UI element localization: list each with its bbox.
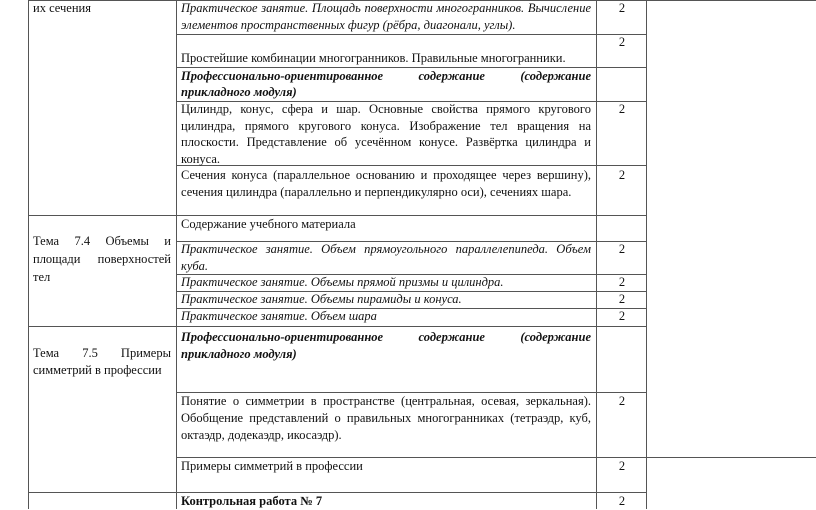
topic-cell: Тема 7.4 Объемы и площади поверхностей тел	[33, 234, 171, 284]
lesson-cell: Практическое занятие. Объемы прямой призмы и цилиндра.	[181, 275, 504, 289]
topic-cell: их сечения	[33, 1, 91, 15]
lesson-cell: Цилиндр, конус, сфера и шар. Основные свойства прямого кругового цилиндра, прямого кругового конуса. Изображение тел вращения на плоскости. Представление об усечённом конусе. Развёртка цилиндра и конуса.	[181, 102, 591, 166]
test-title: Контрольная работа № 7	[181, 494, 323, 508]
hours-cell: 2	[618, 309, 626, 323]
hours-cell: 2	[618, 35, 626, 49]
lesson-cell: Примеры симметрий в профессии	[181, 459, 363, 473]
lesson-cell: Содержание учебного материала	[181, 217, 356, 231]
divider	[28, 326, 647, 327]
divider	[176, 34, 647, 35]
lesson-cell: Практическое занятие. Площадь поверхности многогранников. Вычисление элементов пространственных фигур (рёбра, диагонали, углы).	[181, 1, 591, 32]
topic-cell: Тема 7.5 Примеры симметрий в профессии	[33, 346, 171, 377]
hours-cell: 2	[618, 459, 626, 473]
lesson-cell: Практическое занятие. Объем прямоугольного параллелепипеда. Объем куба.	[181, 242, 591, 273]
section-heading: Профессионально-ориентированное содержание (содержание	[181, 330, 591, 344]
hours-cell: 2	[618, 394, 626, 408]
hours-cell: 2	[618, 102, 626, 116]
hours-cell: 2	[618, 275, 626, 289]
section-heading: прикладного модуля)	[181, 85, 297, 99]
section-heading: Профессионально-ориентированное содержание (содержание	[181, 69, 591, 83]
hours-cell: 2	[618, 168, 626, 182]
divider	[176, 0, 177, 509]
divider	[28, 0, 29, 509]
hours-cell: 2	[618, 494, 626, 508]
lesson-cell: Сечения конуса (параллельное основанию и проходящее через вершину), сечения цилиндра (параллельно и перпендикулярно оси), сечениях шара.	[181, 168, 591, 199]
hours-cell: 2	[618, 292, 626, 306]
hours-cell: 2	[618, 242, 626, 256]
lesson-cell: Простейшие комбинации многогранников. Правильные многогранники.	[181, 51, 566, 65]
hours-cell: 2	[618, 1, 626, 15]
section-heading: прикладного модуля)	[181, 347, 297, 361]
lesson-cell: Понятие о симметрии в пространстве (центральная, осевая, зеркальная). Обобщение представлений о правильных многогранниках (тетраэдр, куб, октаэдр, додекаэдр, икосаэдр).	[181, 394, 591, 442]
lesson-cell: Практическое занятие. Объемы пирамиды и конуса.	[181, 292, 462, 306]
lesson-cell: Практическое занятие. Объем шара	[181, 309, 377, 323]
